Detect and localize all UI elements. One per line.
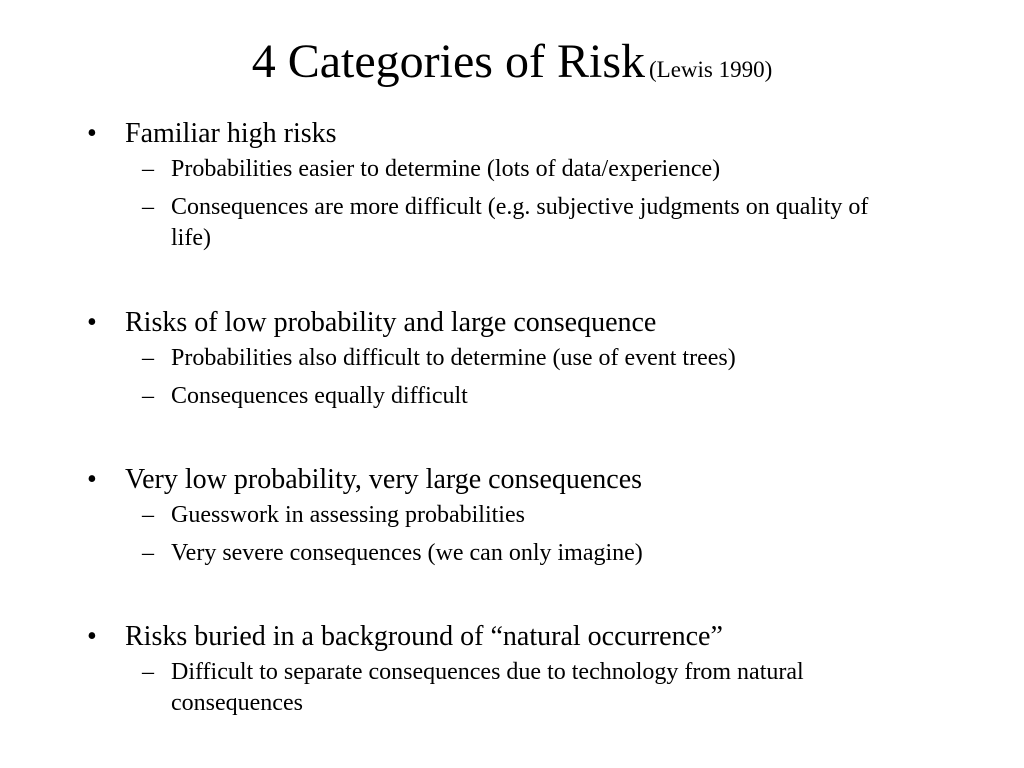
bullet-text: Very low probability, very large consequences xyxy=(125,464,643,495)
sub-bullet-text: Guesswork in assessing probabilities xyxy=(171,502,525,528)
sub-bullet-item xyxy=(0,657,1024,719)
sub-bullet-item xyxy=(0,343,1024,374)
sub-bullet-marker: – xyxy=(142,502,154,528)
sub-bullet-item xyxy=(0,154,1024,185)
sub-bullet-marker: – xyxy=(142,540,154,566)
bullet-marker: • xyxy=(87,621,97,652)
sub-bullet-marker: – xyxy=(142,156,154,182)
bullet-item xyxy=(0,303,1024,343)
title-text: 4 Categories of Risk xyxy=(251,35,645,88)
sub-bullet-marker: – xyxy=(142,345,154,371)
bullet-group-2 xyxy=(0,303,1024,412)
bullet-group-1 xyxy=(0,114,1024,254)
bullet-text: Risks buried in a background of “natural occurrence” xyxy=(125,621,723,652)
bullet-item xyxy=(0,114,1024,154)
sub-bullet-marker: – xyxy=(142,194,154,220)
sub-bullet-text: Difficult to separate consequences due to technology from natural consequences xyxy=(171,659,804,716)
bullet-marker: • xyxy=(87,118,97,149)
sub-bullet-item xyxy=(0,538,1024,569)
sub-bullet-text: Consequences equally difficult xyxy=(171,383,468,409)
sub-bullet-text: Consequences are more difficult (e.g. subjective judgments on quality of life) xyxy=(171,194,869,251)
sub-bullet-text: Probabilities also difficult to determine (use of event trees) xyxy=(171,345,736,371)
bullet-marker: • xyxy=(87,307,97,338)
sub-bullet-marker: – xyxy=(142,383,154,409)
sub-bullet-text: Very severe consequences (we can only imagine) xyxy=(171,540,643,566)
sub-bullet-text: Probabilities easier to determine (lots of data/experience) xyxy=(171,156,721,182)
bullet-item xyxy=(0,460,1024,500)
bullet-group-4 xyxy=(0,617,1024,719)
bullet-group-3 xyxy=(0,460,1024,569)
bullet-item xyxy=(0,617,1024,657)
sub-bullet-marker: – xyxy=(142,659,154,685)
sub-bullet-item xyxy=(0,381,1024,412)
bullet-text: Familiar high risks xyxy=(125,118,337,149)
bullet-marker: • xyxy=(87,464,97,495)
sub-bullet-item xyxy=(0,192,1024,254)
bullet-text: Risks of low probability and large consequence xyxy=(125,307,657,338)
sub-bullet-item xyxy=(0,500,1024,531)
title-citation: (Lewis 1990) xyxy=(649,57,773,82)
